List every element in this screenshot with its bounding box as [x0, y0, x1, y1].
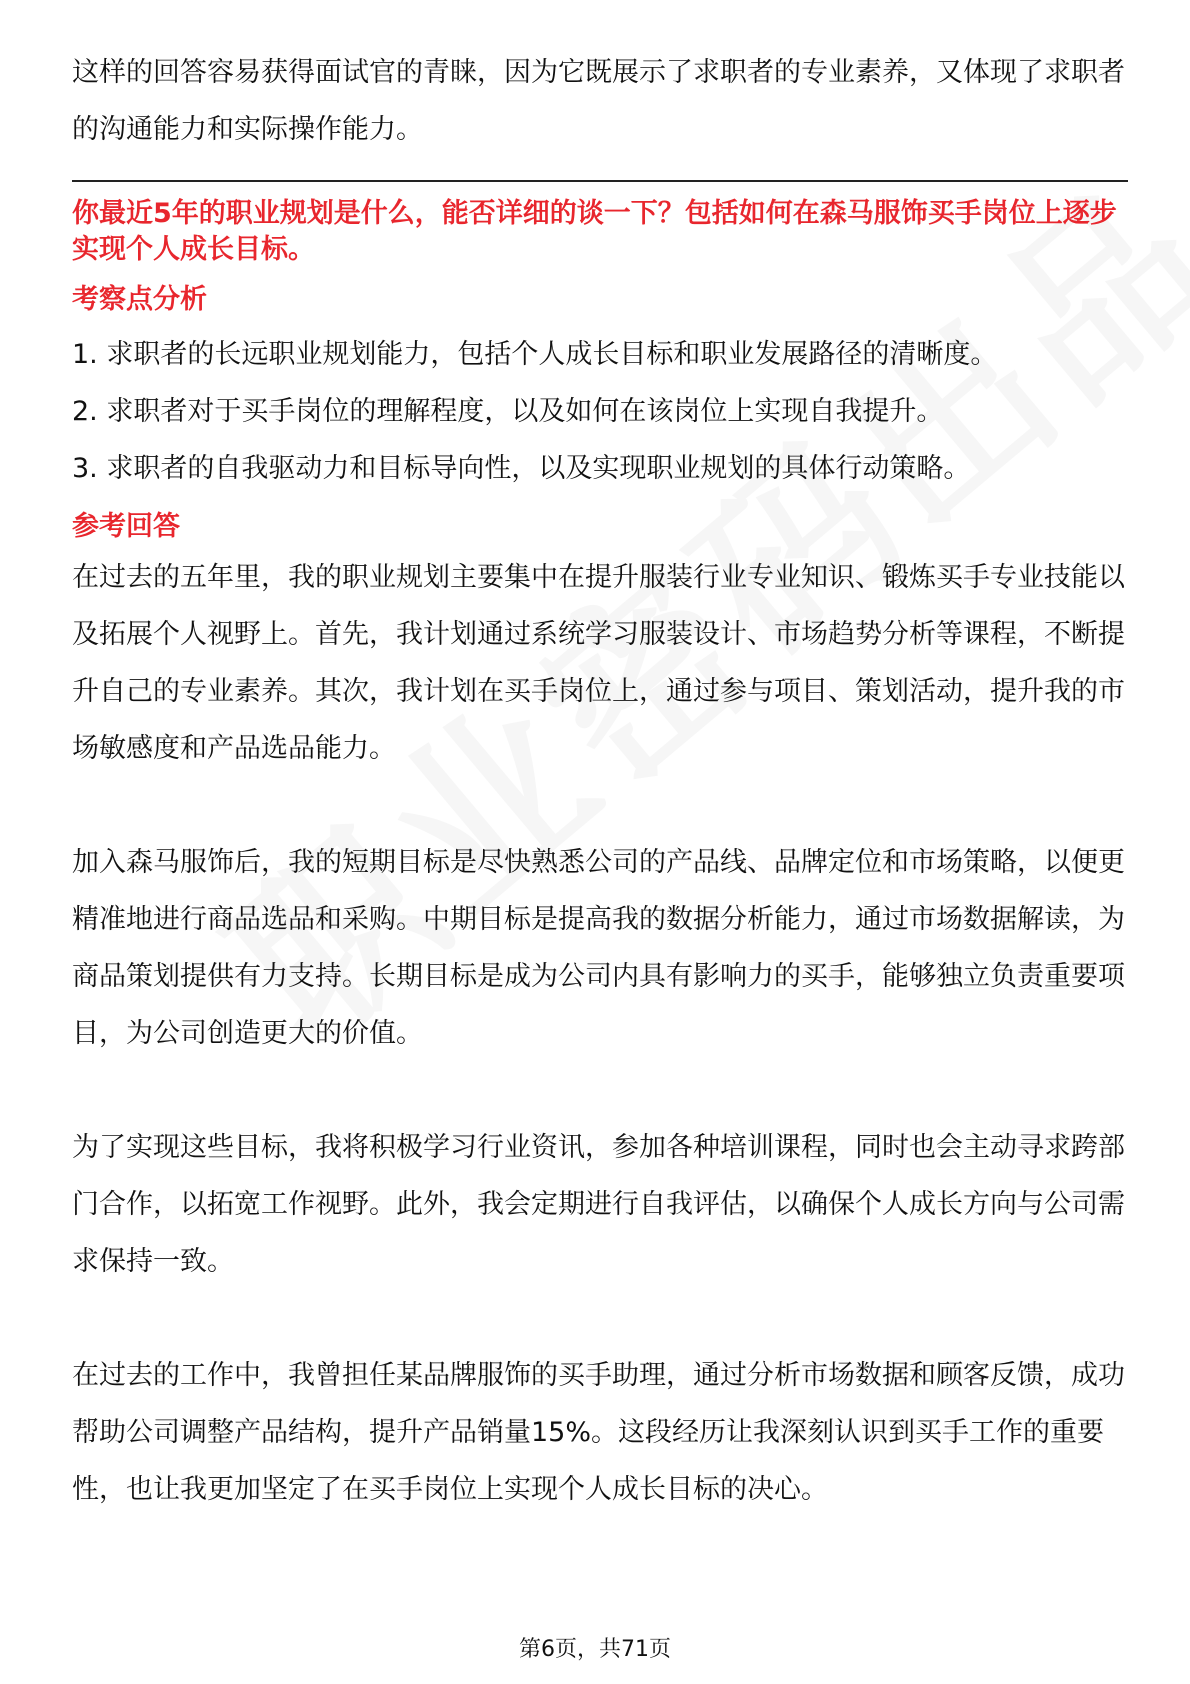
intro-paragraph: 这样的回答容易获得面试官的青睐，因为它既展示了求职者的专业素养，又体现了求职者的沟通能力和实际操作能力。	[72, 57, 1125, 145]
answer-paragraph: 在过去的工作中，我曾担任某品牌服饰的买手助理，通过分析市场数据和顾客反馈，成功帮助公司调整产品结构，提升产品销量15%。这段经历让我深刻认识到买手工作的重要性，也让我更加坚定了在买手岗位上实现个人成长目标的决心。	[72, 1360, 1125, 1505]
reference-heading: 参考回答	[72, 511, 180, 542]
page-content	[72, 44, 1128, 1518]
answer-paragraph: 在过去的五年里，我的职业规划主要集中在提升服装行业专业知识、锻炼买手专业技能以及拓展个人视野上。首先，我计划通过系统学习服装设计、市场趋势分析等课程，不断提升自己的专业素养。其次，我计划在买手岗位上，通过参与项目、策划活动，提升我的市场敏感度和产品选品能力。	[72, 562, 1125, 764]
answer-paragraph: 为了实现这些目标，我将积极学习行业资讯，参加各种培训课程，同时也会主动寻求跨部门合作，以拓宽工作视野。此外，我会定期进行自我评估，以确保个人成长方向与公司需求保持一致。	[72, 1132, 1125, 1277]
analysis-list	[72, 326, 1128, 497]
reference-answer	[72, 549, 1128, 1518]
paragraph-spacer	[72, 1062, 1128, 1119]
answer-paragraph: 加入森马服饰后，我的短期目标是尽快熟悉公司的产品线、品牌定位和市场策略，以便更精准地进行商品选品和采购。中期目标是提高我的数据分析能力，通过市场数据解读，为商品策划提供有力支持。长期目标是成为公司内具有影响力的买手，能够独立负责重要项目，为公司创造更大的价值。	[72, 847, 1125, 1049]
question-heading: 你最近5年的职业规划是什么，能否详细的谈一下？包括如何在森马服饰买手岗位上逐步实现个人成长目标。	[72, 198, 1117, 265]
analysis-point: 1. 求职者的长远职业规划能力，包括个人成长目标和职业发展路径的清晰度。	[72, 339, 998, 370]
analysis-point: 2. 求职者对于买手岗位的理解程度，以及如何在该岗位上实现自我提升。	[72, 396, 944, 427]
analysis-heading: 考察点分析	[72, 284, 207, 315]
paragraph-spacer	[72, 1290, 1128, 1347]
analysis-point: 3. 求职者的自我驱动力和目标导向性，以及实现职业规划的具体行动策略。	[72, 453, 971, 484]
paragraph-spacer	[72, 777, 1128, 834]
divider	[72, 180, 1128, 182]
page-number: 第6页，共71页	[519, 1637, 671, 1662]
